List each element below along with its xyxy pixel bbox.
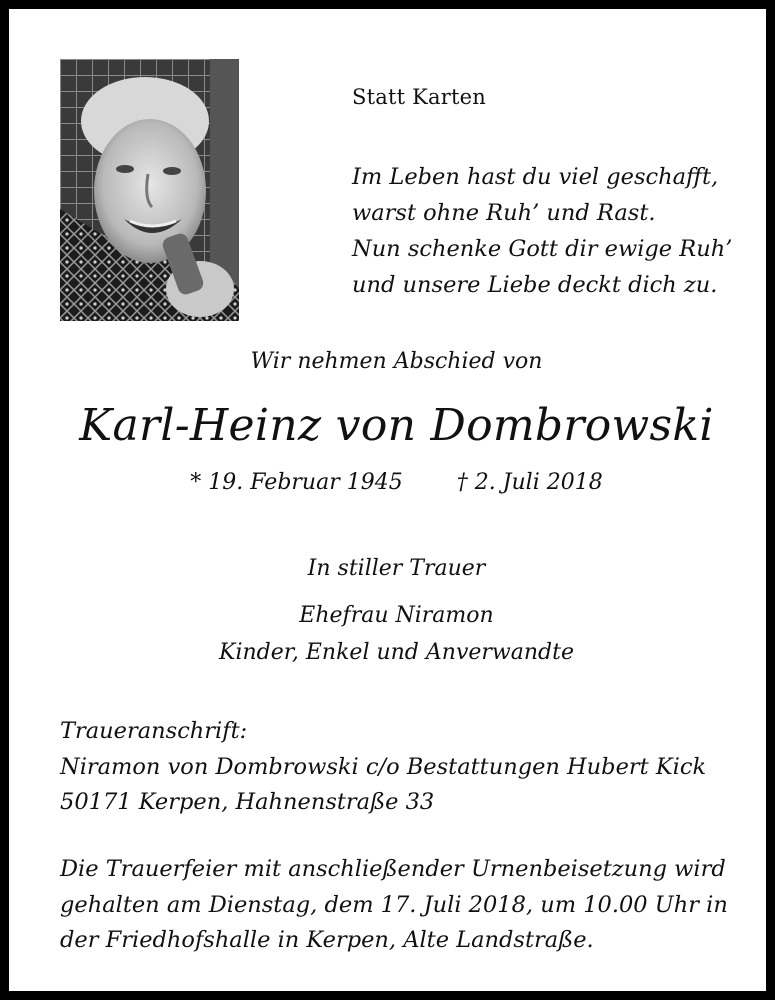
ceremony-line: Die Trauerfeier mit anschließender Urnenbeisetzung wird <box>60 856 726 882</box>
poem-line: warst ohne Ruh’ und Rast. <box>352 200 656 226</box>
birth-date: * 19. Februar 1945 <box>190 470 403 495</box>
ceremony-info <box>60 852 728 959</box>
address-line: 50171 Kerpen, Hahnenstraße 33 <box>60 789 435 815</box>
poem-line: und unsere Liebe deckt dich zu. <box>352 272 718 298</box>
address-line: Niramon von Dombrowski c/o Bestattungen Hubert Kick <box>60 753 707 780</box>
mourning-address <box>60 714 706 821</box>
deceased-name: Karl-Heinz von Dombrowski <box>79 400 714 451</box>
farewell-intro: Wir nehmen Abschied von <box>250 349 543 374</box>
ceremony-line: der Friedhofshalle in Kerpen, Alte Landstraße. <box>60 927 594 953</box>
mourner-line: Kinder, Enkel und Anverwandte <box>219 640 574 665</box>
portrait-photo <box>60 59 239 321</box>
memorial-poem <box>352 159 732 303</box>
address-label: Traueranschrift: <box>60 718 248 744</box>
statt-karten-label: Statt Karten <box>352 85 486 109</box>
poem-line: Nun schenke Gott dir ewige Ruh’ <box>352 236 733 262</box>
death-date: † 2. Juli 2018 <box>456 470 603 495</box>
mourning-heading: In stiller Trauer <box>307 556 486 581</box>
mourners-list <box>9 597 775 671</box>
poem-line: Im Leben hast du viel geschafft, <box>352 164 719 190</box>
mourner-line: Ehefrau Niramon <box>299 603 494 628</box>
ceremony-line: gehalten am Dienstag, dem 17. Juli 2018, um 10.00 Uhr in <box>60 891 728 918</box>
life-dates <box>9 470 775 495</box>
